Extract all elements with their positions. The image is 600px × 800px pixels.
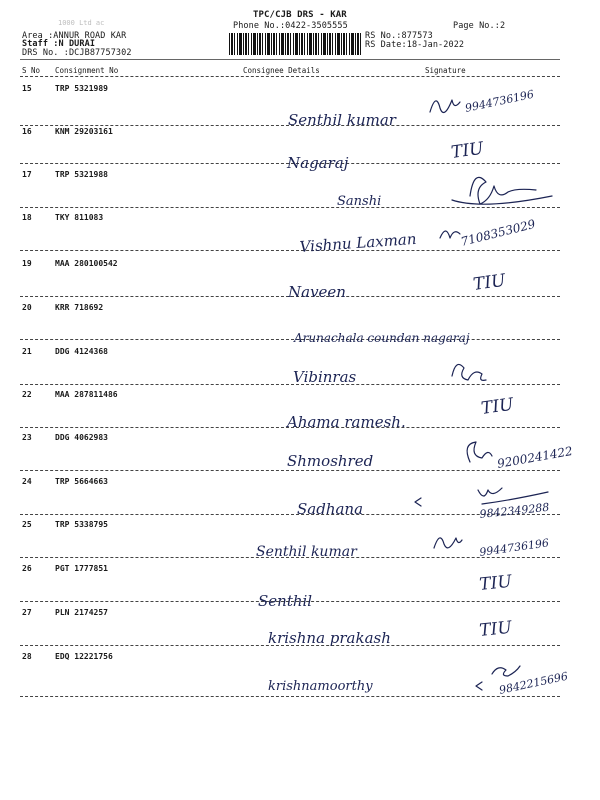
receiver-handwriting: Senthil bbox=[258, 592, 313, 610]
signature-scribble bbox=[452, 364, 486, 380]
column-header-signature: Signature bbox=[425, 66, 466, 75]
receiver-handwriting: Senthil kumar bbox=[256, 544, 357, 560]
row-sno: 25 bbox=[22, 520, 32, 529]
drs-number: DRS No. :DCJB87757302 bbox=[22, 48, 132, 58]
receiver-handwriting: Ahama ramesh. bbox=[287, 413, 406, 431]
row-consignment: TRP 5321988 bbox=[55, 170, 108, 179]
phone-note-handwriting: 9944736196 bbox=[463, 87, 536, 115]
row-sno: 19 bbox=[22, 259, 32, 268]
area-label: Area :ANNUR ROAD KAR bbox=[22, 31, 127, 41]
receiver-handwriting: Vibinras bbox=[293, 368, 357, 386]
signature-scribble bbox=[434, 538, 462, 548]
staff-label: Staff :N DURAI bbox=[22, 39, 96, 49]
tiu-note-handwriting: TIU bbox=[478, 617, 513, 641]
receiver-handwriting: Senthil kumar bbox=[288, 111, 396, 129]
phone-number: Phone No.:0422-3505555 bbox=[233, 21, 348, 31]
row-sno: 17 bbox=[22, 170, 32, 179]
signature-scribble bbox=[440, 231, 460, 238]
row-consignment: TRP 5321989 bbox=[55, 84, 108, 93]
signature-scribble bbox=[430, 100, 460, 113]
row-consignment: PGT 1777851 bbox=[55, 564, 108, 573]
row-sno: 26 bbox=[22, 564, 32, 573]
row-consignment: MAA 287811486 bbox=[55, 390, 118, 399]
row-sno: 15 bbox=[22, 84, 32, 93]
receiver-handwriting: Sanshi bbox=[337, 194, 382, 209]
phone-note-handwriting: 9842349288 bbox=[478, 500, 550, 521]
receiver-handwriting: Naveen bbox=[288, 283, 346, 301]
receiver-handwriting: Arunachala coundan nagaraj bbox=[294, 331, 470, 345]
tiu-note-handwriting: TIU bbox=[478, 571, 513, 595]
receiver-handwriting: krishnamoorthy bbox=[268, 679, 373, 694]
tiu-note-handwriting: TIU bbox=[471, 270, 507, 295]
row-consignment: TRP 5664663 bbox=[55, 477, 108, 486]
row-consignment: KNM 29203161 bbox=[55, 127, 113, 136]
row-sno: 16 bbox=[22, 127, 32, 136]
row-consignment: DDG 4062983 bbox=[55, 433, 108, 442]
page-number: Page No.:2 bbox=[453, 21, 506, 31]
row-sno: 18 bbox=[22, 213, 32, 222]
signature-scribble bbox=[467, 442, 492, 462]
row-sno: 27 bbox=[22, 608, 32, 617]
row-sno: 21 bbox=[22, 347, 32, 356]
receiver-handwriting: krishna prakash bbox=[268, 629, 391, 647]
phone-note-handwriting: 9944736196 bbox=[478, 536, 550, 559]
receiver-handwriting: Shmoshred bbox=[287, 452, 374, 470]
row-consignment: DDG 4124368 bbox=[55, 347, 108, 356]
receiver-handwriting: Nagaraj bbox=[287, 154, 349, 172]
phone-note-handwriting: 9200241422 bbox=[496, 443, 574, 471]
row-consignment: TRP 5338795 bbox=[55, 520, 108, 529]
document-title: TPC/CJB DRS - KAR bbox=[253, 10, 347, 20]
column-header-consignee: Consignee Details bbox=[243, 66, 320, 75]
row-consignment: EDQ 12221756 bbox=[55, 652, 113, 661]
row-sno: 22 bbox=[22, 390, 32, 399]
row-sno: 20 bbox=[22, 303, 32, 312]
row-consignment: PLN 2174257 bbox=[55, 608, 108, 617]
column-header-consignment: Consignment No bbox=[55, 66, 119, 75]
row-sno: 23 bbox=[22, 433, 32, 442]
phone-note-handwriting: 7108353029 bbox=[459, 216, 537, 249]
tiu-note-handwriting: TIU bbox=[449, 138, 485, 163]
row-sno: 24 bbox=[22, 477, 32, 486]
column-header-sno: S No bbox=[22, 66, 41, 75]
row-consignment: MAA 280100542 bbox=[55, 259, 118, 268]
phone-note-handwriting: 9842215696 bbox=[497, 669, 570, 697]
row-sno: 28 bbox=[22, 652, 32, 661]
rs-number: RS No.:877573 bbox=[365, 31, 433, 41]
receiver-handwriting: Sadhana bbox=[297, 500, 364, 518]
receiver-handwriting: Vishnu Laxman bbox=[299, 229, 418, 256]
tiu-note-handwriting: TIU bbox=[479, 394, 515, 419]
signature-underline bbox=[452, 196, 552, 204]
rs-date: RS Date:18-Jan-2022 bbox=[365, 40, 465, 50]
faint-stamp-text: 1000 Ltd ac bbox=[58, 19, 105, 27]
row-consignment: KRR 718692 bbox=[55, 303, 104, 312]
row-consignment: TKY 811083 bbox=[55, 213, 104, 222]
